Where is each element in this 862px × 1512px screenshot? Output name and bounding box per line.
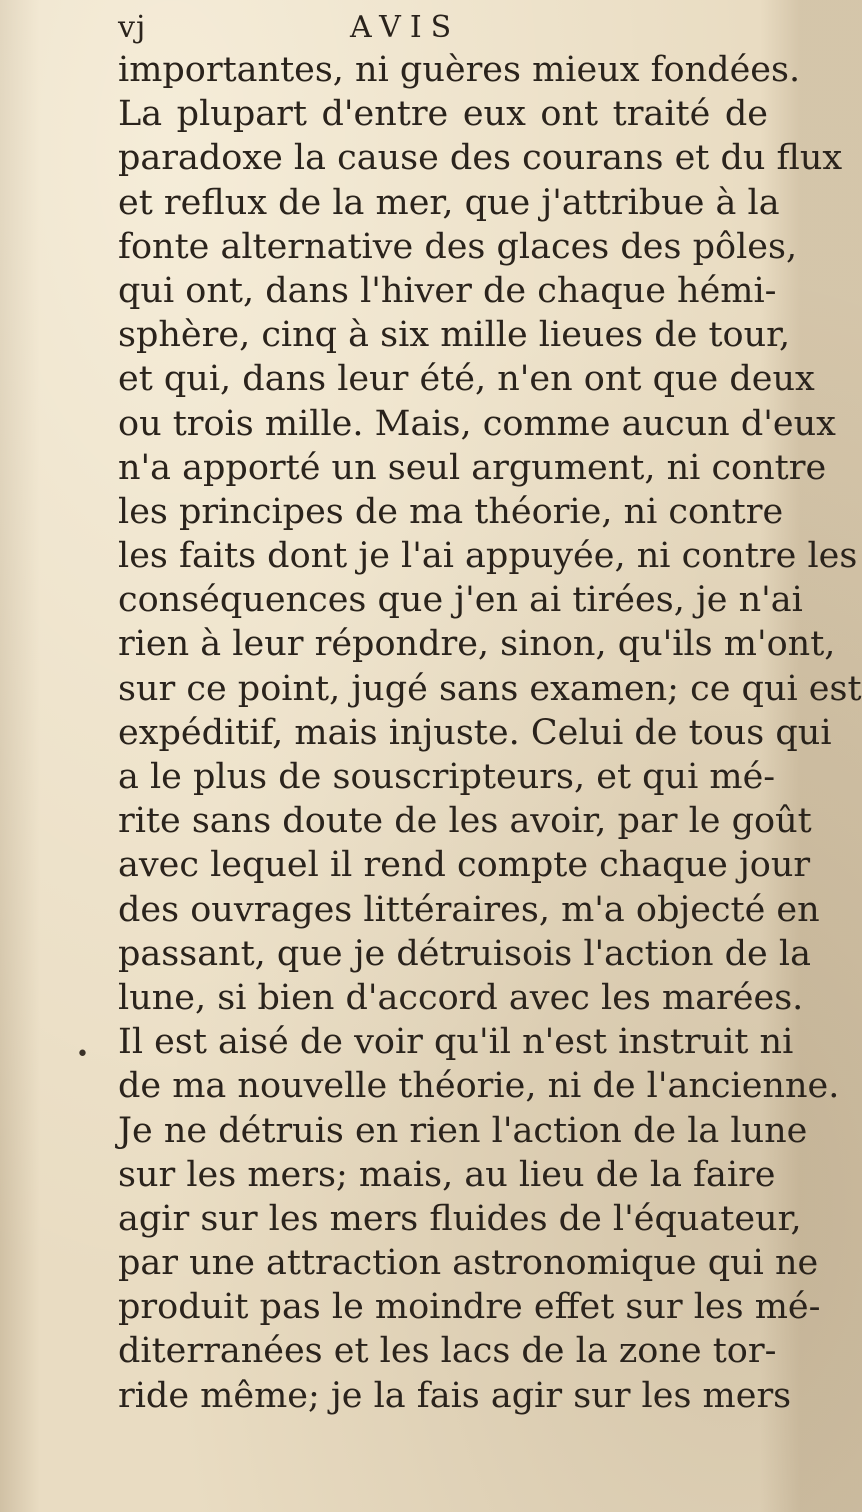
text-line: importantes, ni guères mieux fondées. bbox=[118, 50, 801, 90]
text-line: n'a apporté un seul argument, ni contre bbox=[118, 447, 827, 488]
running-title: AVIS bbox=[350, 10, 461, 45]
text-line: sur les mers; mais, au lieu de la faire bbox=[118, 1154, 776, 1195]
text-line: Il est aisé de voir qu'il n'est instruit ni bbox=[118, 1022, 794, 1063]
text-line: produit pas le moindre effet sur les mé- bbox=[118, 1287, 821, 1328]
text-line: et qui, dans leur été, n'en ont que deux bbox=[118, 359, 815, 400]
text-line: passant, que je détruisois l'action de la bbox=[118, 933, 811, 974]
page-number: vj bbox=[118, 10, 147, 45]
text-line: ride même; je la fais agir sur les mers bbox=[118, 1375, 792, 1416]
text-line: ou trois mille. Mais, comme aucun d'eux bbox=[118, 403, 836, 444]
text-line: paradoxe la cause des courans et du flux bbox=[118, 138, 843, 179]
text-line: et reflux de la mer, que j'attribue à la bbox=[118, 182, 780, 223]
body-text bbox=[118, 48, 862, 1418]
text-line: agir sur les mers fluides de l'équateur, bbox=[118, 1198, 802, 1239]
text-line: diterranées et les lacs de la zone tor- bbox=[118, 1331, 777, 1372]
text-line: Je ne détruis en rien l'action de la lune bbox=[118, 1110, 808, 1151]
margin-bullet: • bbox=[76, 1042, 89, 1067]
text-line: par une attraction astronomique qui ne bbox=[118, 1243, 819, 1284]
text-line: sphère, cinq à six mille lieues de tour, bbox=[118, 315, 791, 356]
text-line: avec lequel il rend compte chaque jour bbox=[118, 845, 811, 886]
text-line: expéditif, mais injuste. Celui de tous qui bbox=[118, 712, 832, 753]
text-line: sur ce point, jugé sans examen; ce qui est bbox=[118, 668, 862, 709]
text-line: lune, si bien d'accord avec les marées. bbox=[118, 977, 804, 1018]
running-head bbox=[118, 10, 758, 50]
text-line: qui ont, dans l'hiver de chaque hémi- bbox=[118, 270, 777, 311]
text-line: des ouvrages littéraires, m'a objecté en bbox=[118, 889, 820, 930]
text-line: les faits dont je l'ai appuyée, ni contre les bbox=[118, 536, 858, 577]
text-line: La plupart d'entre eux ont traité de bbox=[118, 94, 768, 135]
text-line: a le plus de souscripteurs, et qui mé- bbox=[118, 757, 776, 797]
text-line: rien à leur répondre, sinon, qu'ils m'ont, bbox=[118, 624, 836, 665]
text-line: les principes de ma théorie, ni contre bbox=[118, 491, 784, 532]
text-line: conséquences que j'en ai tirées, je n'ai bbox=[118, 580, 803, 621]
text-line: de ma nouvelle théorie, ni de l'ancienne. bbox=[118, 1066, 840, 1107]
text-line: rite sans doute de les avoir, par le goût bbox=[118, 801, 812, 842]
text-line: fonte alternative des glaces des pôles, bbox=[118, 226, 798, 267]
